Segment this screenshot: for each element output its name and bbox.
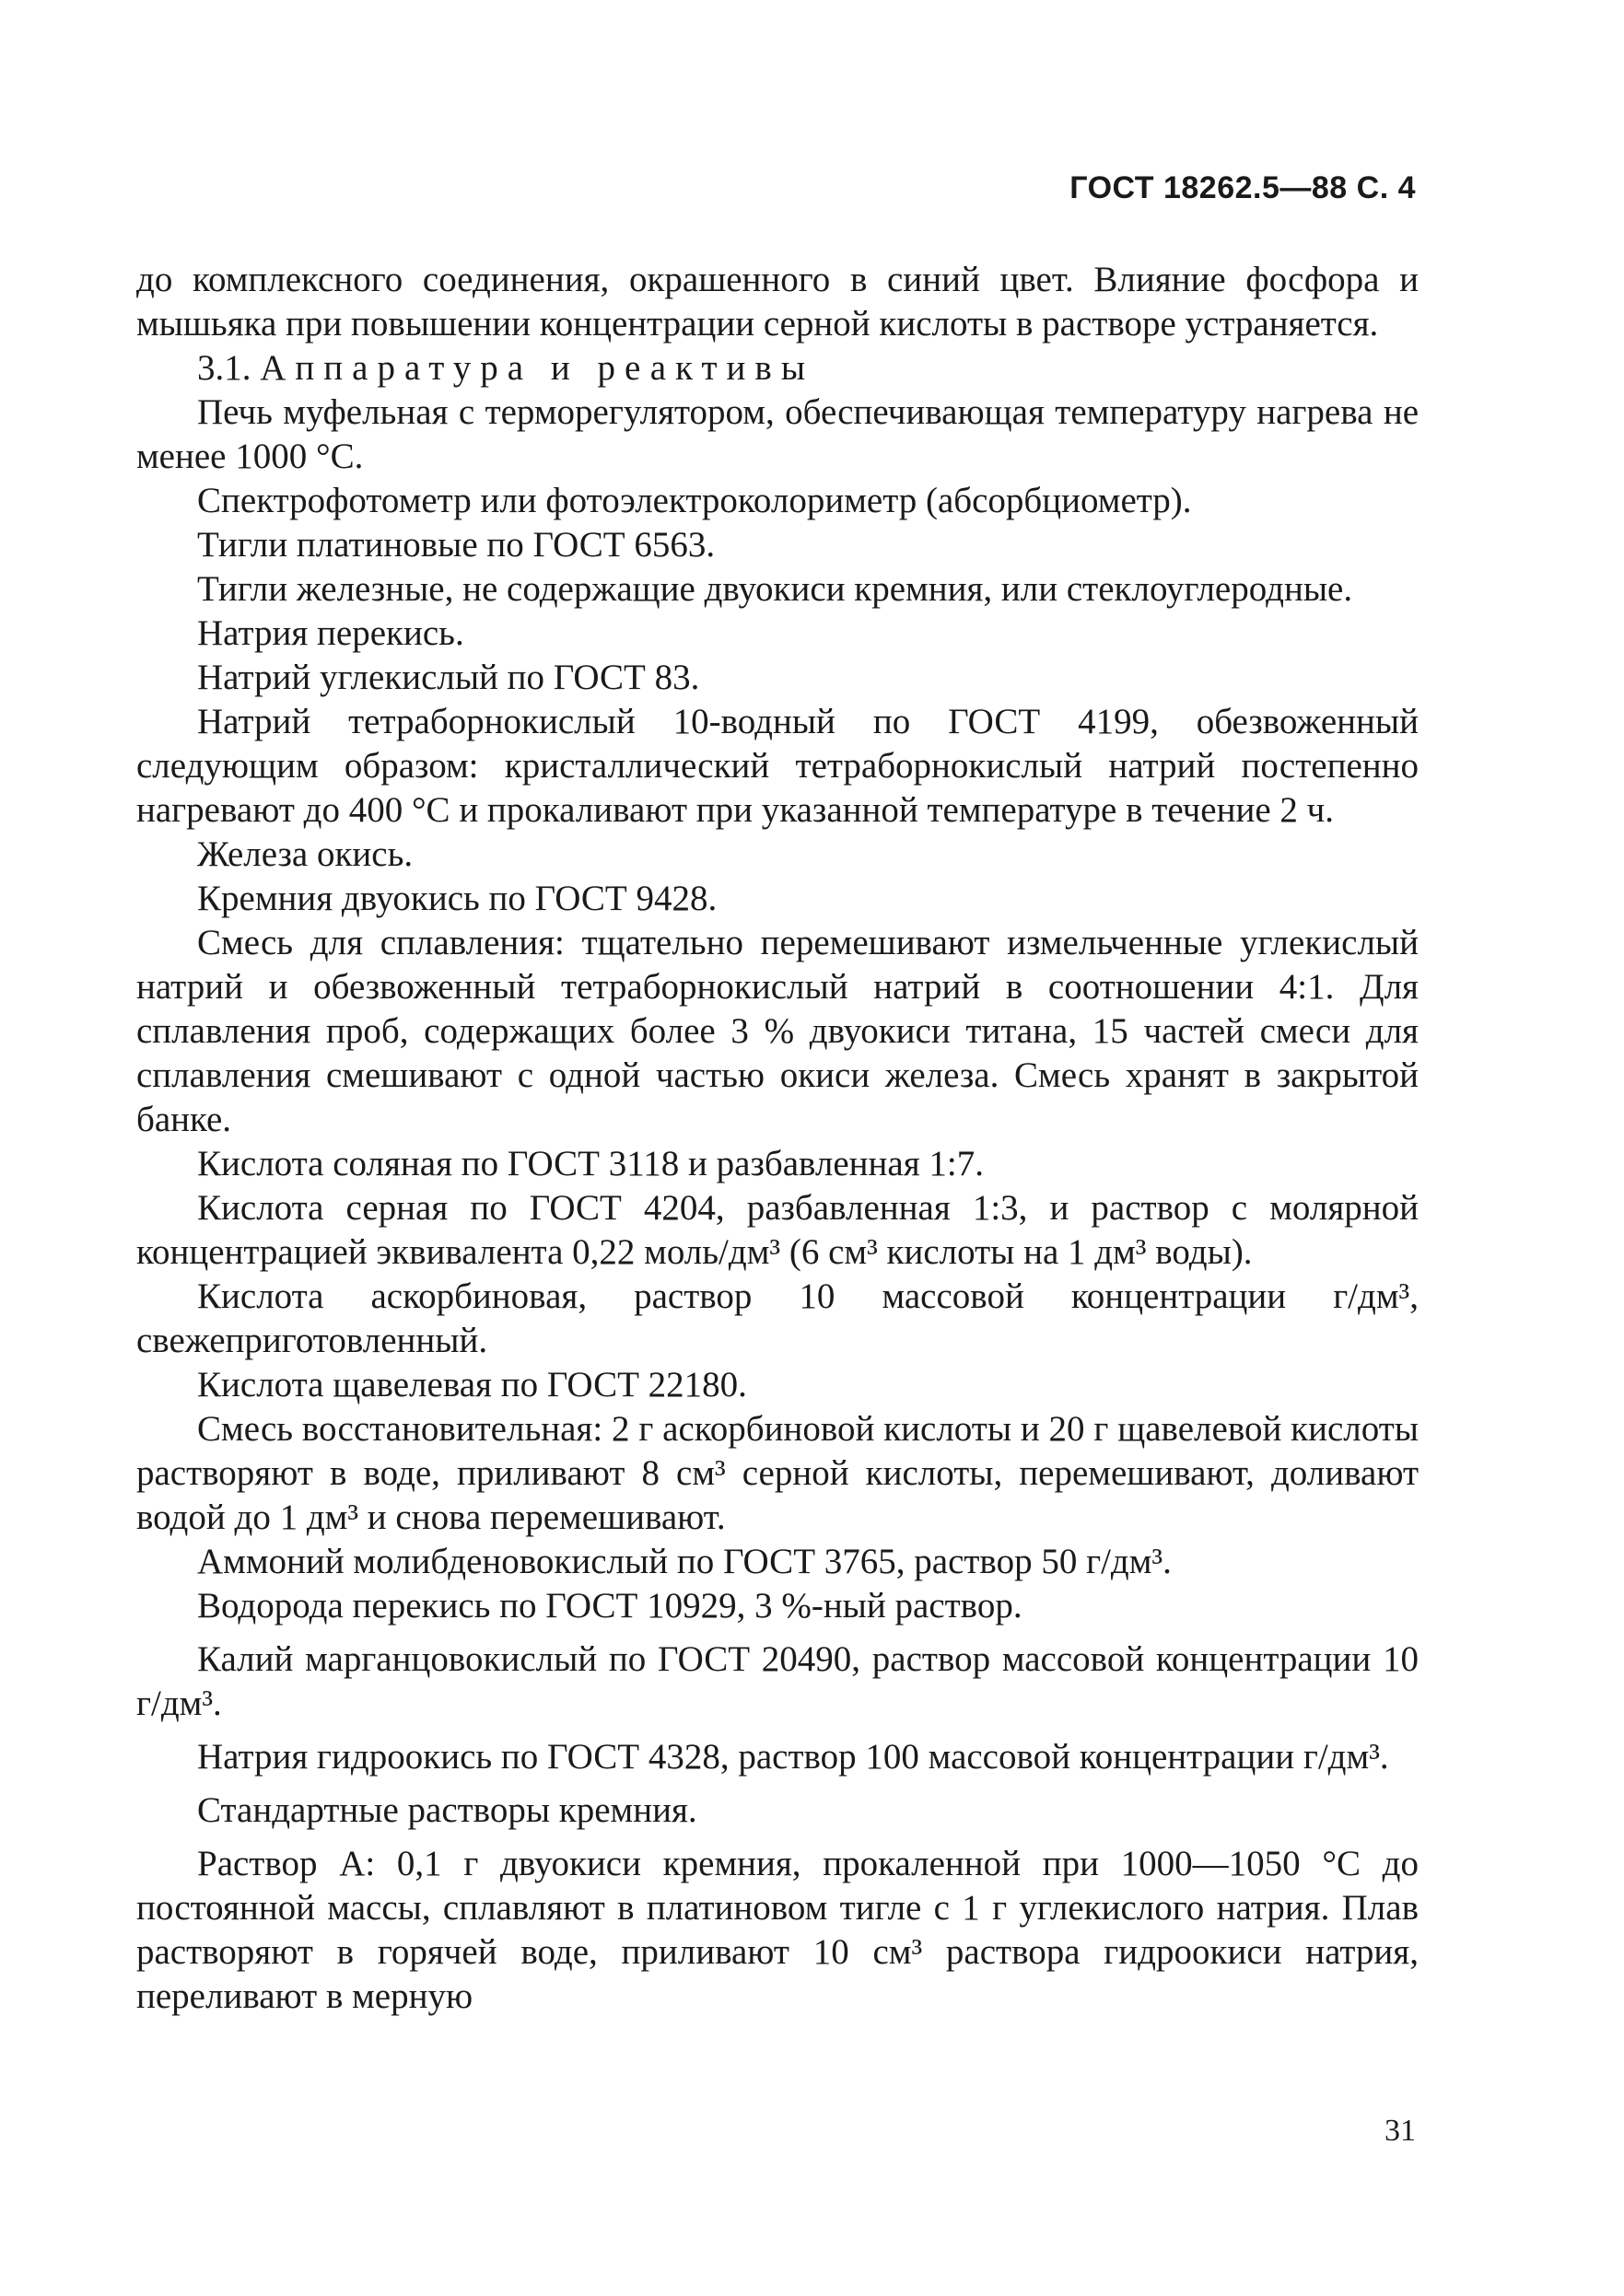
paragraph: Тигли железные, не содержащие двуокиси кремния, или стеклоуглеродные. bbox=[197, 569, 1353, 609]
paragraph: Железа окись. bbox=[197, 834, 414, 874]
body-text bbox=[136, 258, 1419, 2019]
page-number: 31 bbox=[1384, 2114, 1416, 2148]
section-heading bbox=[136, 346, 1419, 390]
paragraph: Натрия гидроокись по ГОСТ 4328, раствор 100 массовой концентрации г/дм³. bbox=[197, 1737, 1389, 1777]
section-number: 3.1. bbox=[197, 348, 251, 388]
paragraph: Смесь для сплавления: тщательно перемешивают измельченные углекислый натрий и обезвоженный тетраборнокислый натрий в соотношении 4:1. Для сплавления проб, содержащих более 3 % двуокиси титана, 15 частей смеси для сплавления смешивают с одной частью окиси железа. Смесь хранят в закрытой банке. bbox=[136, 923, 1419, 1139]
paragraph: Тигли платиновые по ГОСТ 6563. bbox=[197, 525, 716, 565]
paragraph: Кислота соляная по ГОСТ 3118 и разбавленная 1:7. bbox=[197, 1144, 985, 1183]
paragraph: Спектрофотометр или фотоэлектроколориметр (абсорбциометр). bbox=[197, 481, 1192, 520]
paragraph: Стандартные растворы кремния. bbox=[197, 1790, 697, 1830]
page-header: ГОСТ 18262.5—88 С. 4 bbox=[1069, 170, 1416, 205]
paragraph: Печь муфельная с терморегулятором, обеспечивающая температуру нагрева не менее 1000 °С. bbox=[136, 392, 1419, 476]
paragraph: Калий марганцовокислый по ГОСТ 20490, раствор массовой концентрации 10 г/дм³. bbox=[136, 1639, 1419, 1723]
paragraph-intro: до комплексного соединения, окрашенного в синий цвет. Влияние фосфора и мышьяка при повышении концентрации серной кислоты в растворе устраняется. bbox=[136, 260, 1419, 344]
paragraph: Натрий углекислый по ГОСТ 83. bbox=[197, 658, 700, 697]
section-title: Аппаратура и реактивы bbox=[260, 348, 815, 388]
paragraph: Смесь восстановительная: 2 г аскорбиновой кислоты и 20 г щавелевой кислоты растворяют в воде, приливают 8 см³ серной кислоты, перемешивают, доливают водой до 1 дм³ и снова перемешивают. bbox=[136, 1409, 1419, 1537]
paragraph: Аммоний молибденовокислый по ГОСТ 3765, раствор 50 г/дм³. bbox=[197, 1542, 1172, 1581]
paragraph: Водорода перекись по ГОСТ 10929, 3 %-ный раствор. bbox=[197, 1586, 1022, 1626]
paragraph: Кислота серная по ГОСТ 4204, разбавленная 1:3, и раствор с молярной концентрацией эквивалента 0,22 моль/дм³ (6 см³ кислоты на 1 дм³ воды). bbox=[136, 1188, 1419, 1272]
paragraph: Кислота аскорбиновая, раствор 10 массовой концентрации г/дм³, свежеприготовленный. bbox=[136, 1276, 1419, 1360]
paragraph: Натрия перекись. bbox=[197, 613, 464, 653]
paragraph: Раствор А: 0,1 г двуокиси кремния, прокаленной при 1000—1050 °С до постоянной массы, сплавляют в платиновом тигле с 1 г углекислого натрия. Плав растворяют в горячей воде, приливают 10 см³ раствора гидроокиси натрия, переливают в мерную bbox=[136, 1844, 1419, 2016]
paragraph: Кислота щавелевая по ГОСТ 22180. bbox=[197, 1365, 747, 1404]
paragraph: Кремния двуокись по ГОСТ 9428. bbox=[197, 879, 718, 918]
paragraph: Натрий тетраборнокислый 10-водный по ГОСТ 4199, обезвоженный следующим образом: кристаллический тетраборнокислый натрий постепенно нагревают до 400 °С и прокаливают при указанной температуре в течение 2 ч. bbox=[136, 702, 1419, 830]
